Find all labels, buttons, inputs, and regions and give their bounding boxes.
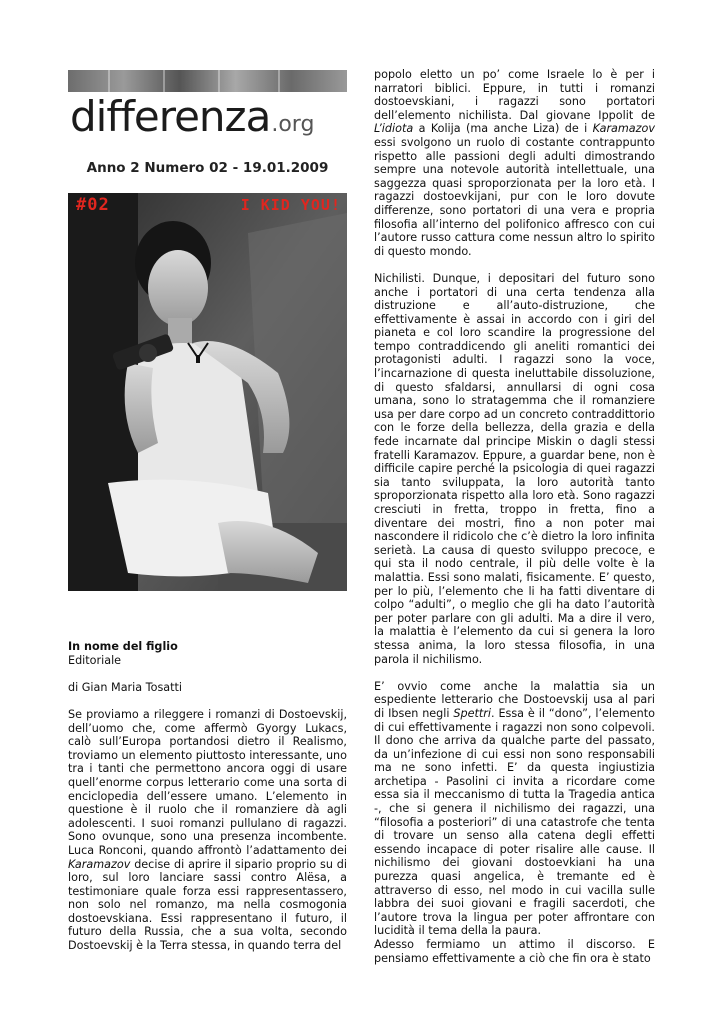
cover-tagline: I KID YOU!: [240, 196, 341, 214]
logo-tld-text: .org: [271, 112, 315, 137]
masthead-photo-strip: [68, 70, 347, 92]
article-section: Editoriale: [68, 653, 122, 667]
article-paragraph: E’ ovvio come anche la malattia sia un espediente letterario che Dostoevskij usa al pari di Ibsen negli Spettri. Essa è il “dono”, l’elemento di cui effettivamente i ragazzi non sono colpevoli. Il dono che arriva da qualche parte del passato, da un’infezione di cui essi non sono responsabili ma ne sono infetti. E’ da questa ingiustizia archetipa - Pasolini ci invita a ricordare come essa sia il meccanismo di tutta la Tragedia antica -, che si genera il nichilismo dei ragazzi, una “filosofia a posteriori” di una catastrofe che tenta di trovare un senso alla catena degli effetti essendo incapace di poter risalire alle cause. Il nichilismo dei giovani dostoevkiani ha una purezza quasi angelica, è tremante ed è attraverso di esso, nel modo in cui vacilla sulle labbra dei suoi giovani e fragili sacerdoti, che l’autore trova la lingua per poter affrontare con lucidità il tema della la paura.: [374, 679, 655, 938]
article-right-column: [374, 68, 655, 965]
cover-image: [68, 193, 347, 591]
cover-photo-illustration: [68, 193, 347, 591]
article-byline: di Gian Maria Tosatti: [68, 680, 183, 694]
article-paragraph: Nichilisti. Dunque, i depositari del futuro sono anche i portatori di una certa tendenza alla distruzione e all’auto-distruzione, che effettivamente è assai in accordo con i giri del pianeta e col loro scandire la progressione del tempo contraddicendo gli aneliti romantici dei protagonisti adulti. I ragazzi sono la voce, l’incarnazione di questa ineluttabile dissoluzione, di questo sfaldarsi, annullarsi di ogni cosa umana, sono lo stratagemma che il romanziere usa per dare corpo ad un concreto contraddittorio con le forze della bellezza, della grazia e della fede incarnate dal principe Miskin o dagli stessi fratelli Karamazov. Eppure, a guardar bene, non è difficile capire perché la psicologia di quei ragazzi sia tanto sviluppata, la loro autorità tanto sproporzionata rispetto alla loro età. Sono ragazzi cresciuti in fretta, troppo in fretta, fino a diventare dei mostri, fino a non poter mai nascondere il ridicolo che c’è dietro la loro infinita serietà. La causa di questo sviluppo precoce, e qui sta il nodo centrale, il più delle volte è la malattia. Essi sono malati, fisicamente. E’ questo, per lo più, l’elemento che li ha fatti diventare di colpo “adulti”, o meglio che gli ha dato l’autorità per poter parlare con gli adulti. Ma a dire il vero, la malattia è l’elemento da cui si genera la loro stessa anima, la loro stessa filosofia, in una parola il nichilismo.: [374, 271, 655, 666]
article-paragraph: Se proviamo a rileggere i romanzi di Dostoevskij, dell’uomo che, come affermò Gyorgy Lukacs, calò sull’Europa portandosi dietro il Realismo, troviamo un elemento piuttosto interessante, uno tra i tanti che permettono ancora oggi di usare quell’enorme corpus letterario come una sorta di enciclopedia dell’essere umano. L’elemento in questione è il ruolo che il romanziere dà agli adolescenti. I suoi romanzi pullulano di ragazzi. Sono ovunque, sono una presenza incombente. Luca Ronconi, quando affrontò l’adattamento dei Karamazov decise di aprire il sipario proprio su di loro, sul loro lanciare sassi contro Alësa, a testimoniare quale forza essi rappresentassero, non solo nel romanzo, ma nella cosmogonia dostoevskiana. Essi rappresentano il futuro, il futuro della Russia, che a sua volta, secondo Dostoevskij è la Terra stessa, in quando terra del: [68, 707, 347, 953]
issue-line: Anno 2 Numero 02 - 19.01.2009: [86, 160, 329, 176]
article-left-column: [68, 640, 347, 953]
article-title: In nome del figlio: [68, 640, 178, 653]
cover-issue-number: #02: [76, 195, 110, 215]
logo-main-text: differenza: [70, 92, 271, 141]
article-paragraph: Adesso fermiamo un attimo il discorso. E pensiamo effettivamente a ciò che fin ora è stato: [374, 938, 655, 965]
article-paragraph: popolo eletto un po’ come Israele lo è per i narratori biblici. Eppure, in tutti i romanzi dostoevskiani, i ragazzi sono portatori dell’elemento nichilista. Dal giovane Ippolit de L’idiota a Kolija (ma anche Liza) de i Karamazov essi svolgono un ruolo di costante contrappunto rispetto alle passioni degli adulti dimostrando sempre una notevole autorità intellettuale, una saggezza quasi sproporzionata per la loro età. I ragazzi dostoevkijani, pur con le loro dovute differenze, sono portatori di una vera e propria filosofia all’interno del polifonico affresco con cui l’autore russo cattura come nessun altro lo spirito di questo mondo.: [374, 68, 655, 258]
masthead-logo[interactable]: [70, 92, 350, 142]
